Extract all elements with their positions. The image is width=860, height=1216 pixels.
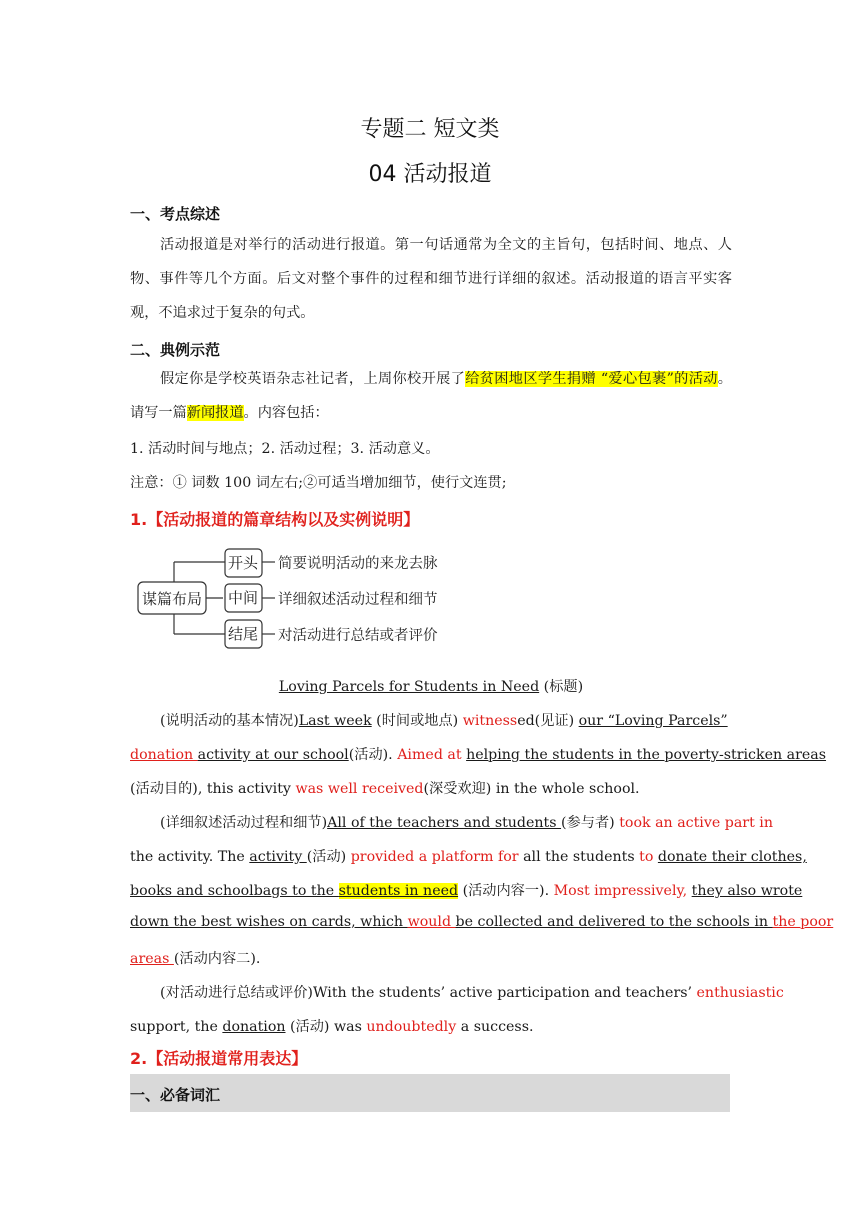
- text-span: a success.: [456, 1019, 534, 1035]
- article-title: Loving Parcels for Students in Need: [278, 679, 540, 695]
- text-span: provided a platform for: [350, 849, 519, 865]
- text-span: (说明活动的基本情况): [160, 713, 299, 729]
- text-span: donation: [130, 747, 198, 763]
- text-span: our “Loving Parcels”: [578, 713, 728, 729]
- part1-heading: 1.【活动报道的篇章结构以及实例说明】: [130, 510, 420, 529]
- task-requirements: 1. 活动时间与地点；2. 活动过程；3. 活动意义。: [130, 441, 440, 457]
- text-span: 。内容包括：: [243, 405, 329, 421]
- text-span: (标题): [539, 679, 584, 695]
- text-span: was well received: [295, 781, 424, 797]
- article-p2-line2: [130, 846, 807, 866]
- text-span: they also wrote: [691, 883, 803, 899]
- diagram-node-end-label: 结尾: [227, 625, 259, 643]
- text-span: would: [407, 914, 456, 930]
- diagram-node-middle-label: 中间: [227, 589, 259, 607]
- overview-paragraph: 活动报道是对举行的活动进行报道。第一句话通常为全文的主旨句，包括时间、地点、人物、事件等几个方面。后文对整个事件的过程和细节进行详细的叙述。活动报道的语言平实客观，不追求过于复杂的句式。: [130, 237, 732, 321]
- highlight-genre: 新闻报道: [186, 405, 244, 421]
- text-span: activity at our school: [197, 747, 349, 763]
- article-p1-line3: [130, 778, 732, 798]
- text-span: support, the: [130, 1019, 223, 1035]
- text-span: enthusiastic: [696, 985, 784, 1001]
- text-span: areas: [130, 951, 174, 967]
- section-heading-overview: 一、考点综述: [130, 205, 221, 223]
- text-span: ed(见证): [517, 713, 579, 729]
- diagram-root-label: 谋篇布局: [141, 590, 203, 608]
- article-p1-line2: [130, 744, 827, 764]
- text-span: All of the teachers and students: [327, 815, 562, 831]
- article-p2-line3: [130, 880, 803, 900]
- text-span: Most impressively,: [553, 883, 692, 899]
- section-heading-example: 二、典例示范: [130, 341, 221, 359]
- part2-heading: 2.【活动报道常用表达】: [130, 1049, 308, 1068]
- text-span: Last week: [298, 713, 372, 729]
- vocabulary-section-bar: [130, 1074, 730, 1112]
- text-span: activity: [249, 849, 307, 865]
- text-span: (活动目的), this activity: [130, 781, 296, 797]
- text-span: down the best wishes on cards, which: [130, 914, 408, 930]
- text-span: (活动): [306, 849, 351, 865]
- text-span: undoubtedly: [366, 1019, 457, 1035]
- text-span: to: [639, 849, 658, 865]
- text-span: books and schoolbags to the: [130, 883, 339, 899]
- structure-diagram: [137, 544, 447, 654]
- task-paragraph: [130, 362, 732, 430]
- vocabulary-heading: 一、必备词汇: [130, 1086, 221, 1104]
- page-title: 专题二 短文类: [360, 117, 500, 142]
- text-span: (活动内容一).: [458, 883, 554, 899]
- text-span: (活动内容二).: [173, 951, 261, 967]
- text-span: donate their clothes,: [657, 849, 807, 865]
- highlight-topic: 给贫困地区学生捐赠 “爱心包裹”的: [465, 371, 689, 387]
- text-span: (对活动进行总结或评价)With the students’ active participation and teachers’: [160, 985, 697, 1001]
- article-title-line: [130, 676, 732, 696]
- diagram-node-start-label: 开头: [227, 554, 259, 572]
- text-span: be collected and delivered to the schools in: [455, 914, 773, 930]
- diagram-node-start-desc: 简要说明活动的来龙去脉: [278, 556, 438, 572]
- text-span: witness: [462, 713, 518, 729]
- highlight-topic-end: 活动: [688, 371, 718, 387]
- article-p3-line1: [130, 982, 784, 1002]
- text-span: (活动) was: [285, 1019, 367, 1035]
- article-p2-line5: [130, 948, 732, 968]
- article-p3-line2: [130, 1016, 732, 1036]
- text-span: donation: [222, 1019, 286, 1035]
- highlight-students-in-need: students in need: [338, 883, 459, 899]
- diagram-node-middle-desc: 详细叙述活动过程和细节: [278, 592, 438, 608]
- diagram-node-end-desc: 对活动进行总结或者评价: [278, 628, 438, 644]
- article-p2-line1: [130, 812, 773, 832]
- page-subtitle: 04 活动报道: [368, 162, 492, 187]
- text-span: the activity. The: [130, 849, 250, 865]
- text-span: (时间或地点): [371, 713, 463, 729]
- text-span: helping the students in the poverty-stricken areas: [466, 747, 827, 763]
- text-span: (详细叙述活动过程和细节): [160, 815, 328, 831]
- task-notes: 注意：① 词数 100 词左右;②可适当增加细节，使行文连贯;: [130, 475, 507, 491]
- text-span: (参与者): [561, 815, 620, 831]
- text-span: 假定你是学校英语杂志社记者，上周你校开展了: [160, 371, 466, 387]
- text-span: the poor: [772, 914, 834, 930]
- text-span: (深受欢迎) in the whole school.: [423, 781, 640, 797]
- text-span: Aimed at: [397, 747, 467, 763]
- article-p2-line4: [130, 914, 834, 930]
- text-span: all the students: [518, 849, 640, 865]
- text-span: 。请写一篇: [130, 371, 732, 421]
- text-span: took an active part in: [619, 815, 773, 831]
- text-span: (活动).: [348, 747, 398, 763]
- article-p1-line1: [130, 710, 762, 730]
